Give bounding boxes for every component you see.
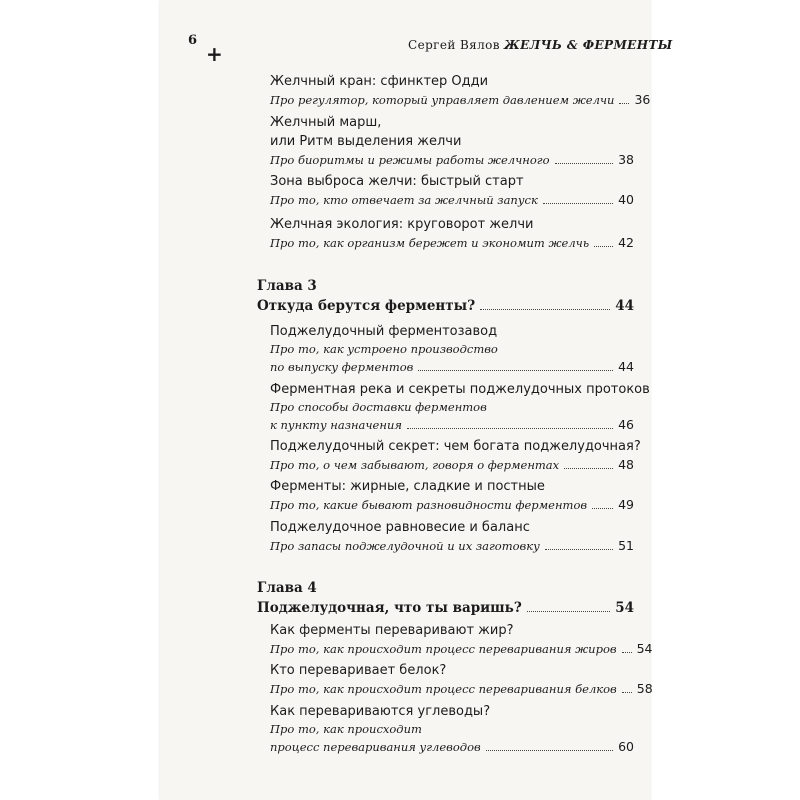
- toc-entry[interactable]: [270, 172, 634, 209]
- toc-entry[interactable]: [270, 215, 634, 252]
- toc-entry-title: Поджелудочное равновесие и баланс: [270, 520, 530, 535]
- toc-entry[interactable]: [270, 113, 634, 169]
- toc-entry[interactable]: [270, 621, 653, 658]
- toc-entry-desc: [270, 640, 653, 658]
- toc-entry-desc: [270, 234, 634, 252]
- toc-entry-desc-text: Про то, как организм бережет и экономит желчь: [270, 236, 590, 250]
- toc-entry[interactable]: [270, 702, 634, 756]
- toc-entry[interactable]: [270, 380, 650, 434]
- toc-entry[interactable]: [270, 72, 651, 109]
- toc-entry-desc: Про способы доставки ферментов: [270, 400, 487, 414]
- page-number: 6: [188, 33, 198, 48]
- chapter-4-heading[interactable]: [257, 578, 634, 618]
- chapter-title-text: Поджелудочная, что ты варишь?: [257, 600, 522, 616]
- toc-entry-title: Желчный марш,: [270, 115, 382, 130]
- toc-entry[interactable]: [270, 518, 634, 555]
- toc-entry-desc-text: процесс переваривания углеводов: [270, 740, 481, 754]
- toc-entry-desc-text: Про биоритмы и режимы работы желчного: [270, 153, 550, 167]
- toc-page-number: 51: [618, 538, 634, 553]
- toc-page-number: 60: [618, 739, 634, 754]
- toc-entry-desc: [270, 191, 634, 209]
- toc-entry-title: Желчная экология: круговорот желчи: [270, 217, 534, 232]
- chapter-title: [257, 598, 634, 618]
- chapter-page-number: 54: [615, 600, 634, 616]
- chapter-title-text: Откуда берутся ферменты?: [257, 298, 476, 314]
- toc-page-number: 49: [618, 497, 634, 512]
- toc-entry-title: Как перевариваются углеводы?: [270, 704, 491, 719]
- toc-entry-title: Желчный кран: сфинктер Одди: [270, 74, 489, 89]
- toc-entry-desc: Про то, как происходит: [270, 722, 422, 736]
- toc-entry-desc-text: Про то, какие бывают разновидности ферментов: [270, 498, 588, 512]
- toc-entry[interactable]: [270, 437, 641, 474]
- crop-mark: +: [206, 42, 223, 66]
- chapter-label: Глава 3: [257, 278, 317, 294]
- toc-entry-desc-text: Про то, как происходит процесс переваривания жиров: [270, 642, 617, 656]
- toc-page-number: 54: [636, 641, 653, 656]
- toc-entry-desc: [270, 416, 634, 434]
- toc-page-number: 46: [618, 417, 634, 432]
- toc-entry-desc-text: Про то, кто отвечает за желчный запуск: [270, 193, 538, 207]
- toc-entry-title: Поджелудочный ферментозавод: [270, 324, 498, 339]
- toc-entry-desc: [270, 358, 634, 376]
- toc-entry-desc-text: Про регулятор, который управляет давлением желчи: [270, 93, 615, 107]
- toc-entry-desc-text: по выпуску ферментов: [270, 360, 414, 374]
- toc-entry[interactable]: [270, 477, 634, 514]
- toc-entry-title: Поджелудочный секрет: чем богата поджелудочная?: [270, 439, 641, 454]
- toc-entry-desc: [270, 456, 634, 474]
- chapter-3-heading[interactable]: [257, 276, 634, 316]
- toc-entry[interactable]: [270, 322, 634, 376]
- author-name: Сергей Вялов: [408, 38, 500, 52]
- toc-entry-title: Как ферменты переваривают жир?: [270, 623, 514, 638]
- toc-page-number: 36: [634, 92, 651, 107]
- toc-entry-title: или Ритм выделения желчи: [270, 134, 462, 149]
- toc-entry-desc: [270, 537, 634, 555]
- toc-entry-desc-text: Про запасы поджелудочной и их заготовку: [270, 539, 540, 553]
- toc-page-number: 58: [636, 681, 653, 696]
- toc-entry-desc: [270, 151, 634, 169]
- chapter-title: [257, 296, 634, 316]
- toc-page-number: 48: [618, 457, 634, 472]
- toc-entry-desc-text: Про то, как происходит процесс переваривания белков: [270, 682, 617, 696]
- toc-page-number: 44: [618, 359, 634, 374]
- toc-entry-desc: [270, 496, 634, 514]
- toc-entry-desc-text: к пункту назначения: [270, 418, 402, 432]
- toc-entry-desc: [270, 738, 634, 756]
- toc-entry-desc: [270, 680, 653, 698]
- chapter-label: Глава 4: [257, 580, 317, 596]
- toc-entry-title: Зона выброса желчи: быстрый старт: [270, 174, 524, 189]
- toc-entry-desc: Про то, как устроено производство: [270, 342, 498, 356]
- toc-entry-desc: [270, 91, 651, 109]
- toc-entry-desc-text: Про то, о чем забывают, говоря о ферментах: [270, 458, 560, 472]
- toc-page-number: 42: [618, 235, 634, 250]
- toc-page-number: 38: [618, 152, 634, 167]
- toc-entry[interactable]: [270, 661, 653, 698]
- book-title: ЖЕЛЧЬ & ФЕРМЕНТЫ: [503, 38, 673, 52]
- chapter-page-number: 44: [615, 298, 634, 314]
- running-header: [408, 38, 673, 52]
- toc-entry-title: Ферментная река и секреты поджелудочных протоков: [270, 382, 650, 397]
- toc-entry-title: Ферменты: жирные, сладкие и постные: [270, 479, 545, 494]
- toc-entry-title: Кто переваривает белок?: [270, 663, 447, 678]
- toc-page-number: 40: [618, 192, 634, 207]
